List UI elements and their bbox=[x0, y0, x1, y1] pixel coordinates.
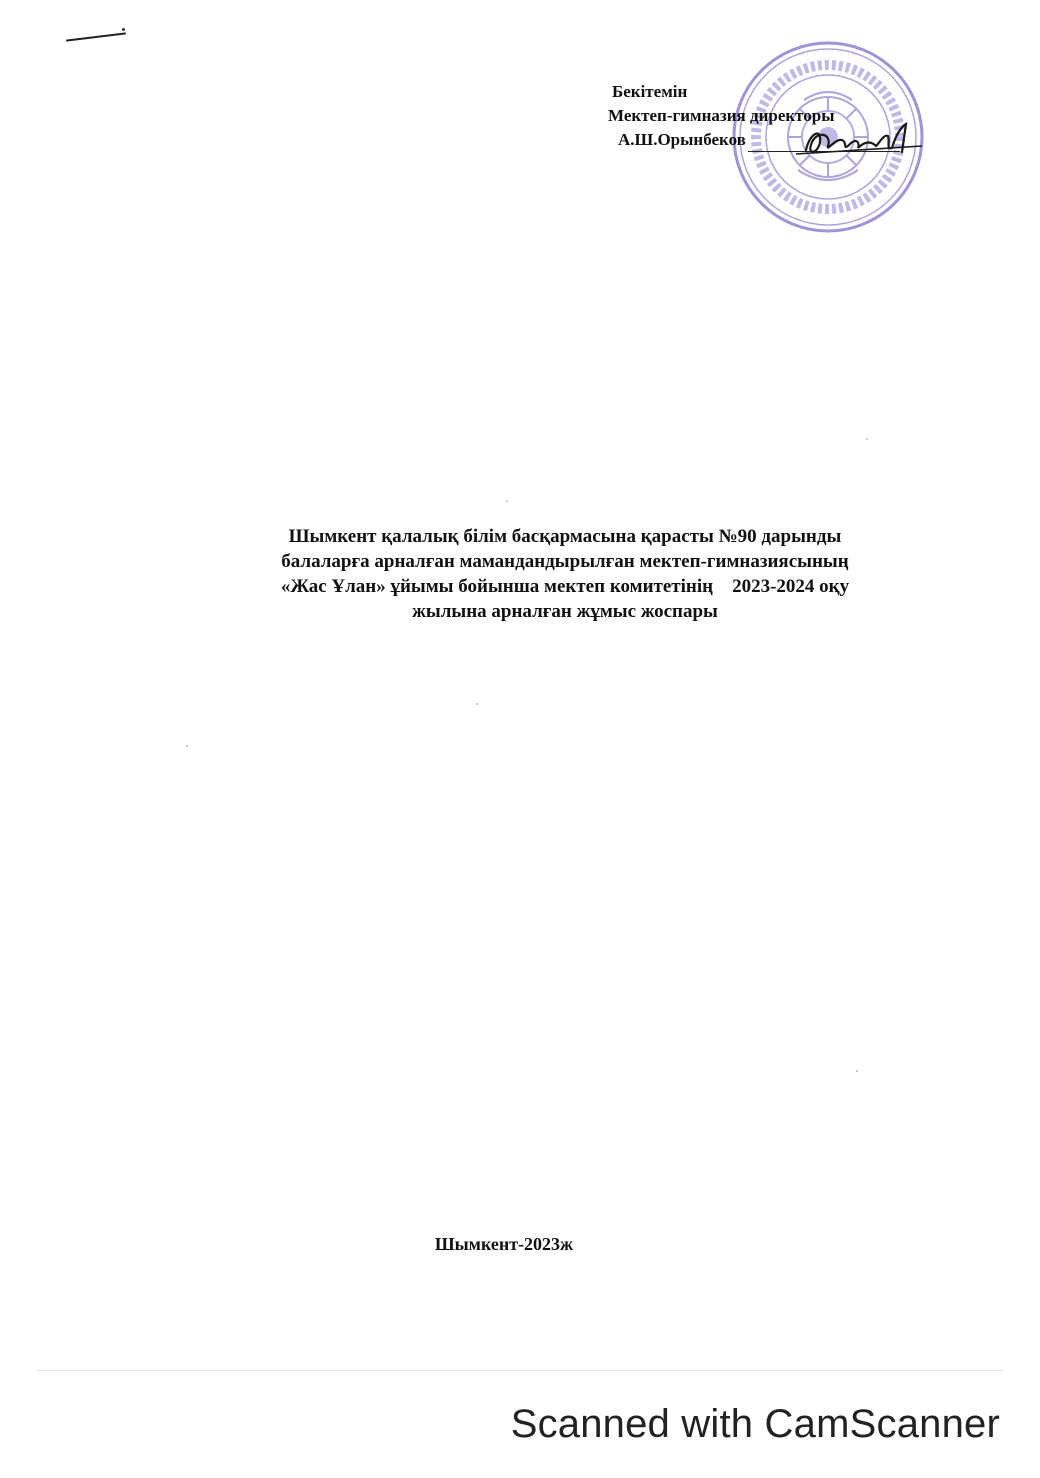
title-line-4: жылына арналған жұмыс жоспары bbox=[412, 601, 718, 622]
director-name: А.Ш.Орынбеков bbox=[618, 130, 746, 149]
director-position: Мектеп-гимназия директоры bbox=[608, 106, 835, 125]
title-line-3: «Жас Ұлан» ұйымы бойынша мектеп комитетінің 2023-2024 оқу bbox=[280, 576, 850, 597]
handwritten-signature bbox=[776, 112, 926, 172]
document-title bbox=[200, 524, 930, 624]
pen-dot bbox=[122, 28, 125, 31]
approval-heading: Бекітемін bbox=[612, 82, 688, 101]
title-line-1: Шымкент қалалық білім басқармасына қарасты №90 дарынды bbox=[288, 526, 842, 547]
city-year-footer bbox=[0, 1234, 1040, 1255]
camscanner-watermark: Scanned with CamScanner bbox=[510, 1402, 1000, 1446]
title-line-2: балаларға арналған мамандандырылған мектеп-гимназиясының bbox=[281, 551, 849, 572]
city-year-text: Шымкент-2023ж bbox=[434, 1234, 574, 1254]
